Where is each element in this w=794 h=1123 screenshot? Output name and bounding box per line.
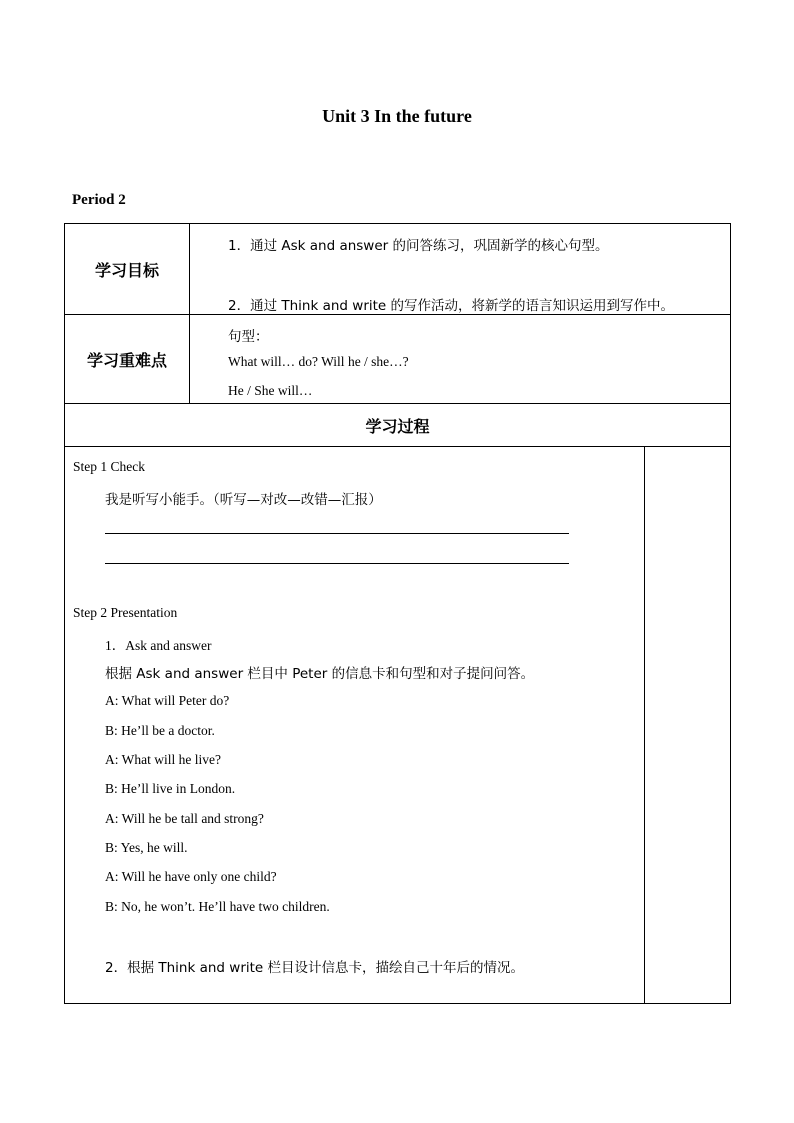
period-heading: Period 2 — [72, 192, 126, 208]
key-point-line: 句型： — [228, 329, 269, 345]
dialogue-line: A: What will Peter do? — [105, 693, 230, 708]
step2-instruction: 根据 Ask and answer 栏目中 Peter 的信息卡和句型和对子提问问答。 — [105, 666, 535, 682]
key-points-row — [65, 315, 731, 404]
step2-subheading: 2．根据 Think and write 栏目设计信息卡，描绘自己十年后的情况。 — [105, 960, 525, 976]
objective-item: 1．通过 Ask and answer 的问答练习，巩固新学的核心句型。 — [228, 238, 609, 254]
dialogue-line: B: He’ll live in London. — [105, 781, 236, 796]
notes-column — [645, 447, 731, 1004]
key-point-line: What will… do? Will he / she…? — [228, 354, 409, 369]
dialogue-line: B: No, he won’t. He’ll have two children. — [105, 899, 330, 914]
objectives-content — [190, 224, 731, 315]
step1-instruction: 我是听写小能手。（听写—对改—改错—汇报） — [105, 492, 382, 508]
process-label: 学习过程 — [65, 404, 731, 447]
step2-heading: Step 2 Presentation — [73, 605, 178, 620]
key-points-content — [190, 315, 731, 404]
step2-subheading: 1．Ask and answer — [105, 638, 212, 653]
process-content — [65, 447, 645, 1004]
process-body-row — [65, 447, 731, 1004]
dialogue-line: B: He’ll be a doctor. — [105, 723, 215, 738]
answer-blank-line — [105, 533, 569, 534]
objectives-row — [65, 224, 731, 315]
key-points-label: 学习重难点 — [65, 315, 190, 404]
answer-blank-line — [105, 563, 569, 564]
dialogue-line: A: Will he have only one child? — [105, 869, 277, 884]
lesson-table — [64, 223, 731, 1004]
step1-heading: Step 1 Check — [73, 459, 145, 474]
document-title: Unit 3 In the future — [322, 106, 472, 126]
dialogue-line: B: Yes, he will. — [105, 840, 188, 855]
dialogue-line: A: Will he be tall and strong? — [105, 811, 264, 826]
dialogue-line: A: What will he live? — [105, 752, 221, 767]
process-title-row — [65, 404, 731, 447]
objective-item: 2．通过 Think and write 的写作活动，将新学的语言知识运用到写作中。 — [228, 298, 675, 314]
objectives-label: 学习目标 — [65, 224, 190, 315]
key-point-line: He / She will… — [228, 383, 313, 398]
